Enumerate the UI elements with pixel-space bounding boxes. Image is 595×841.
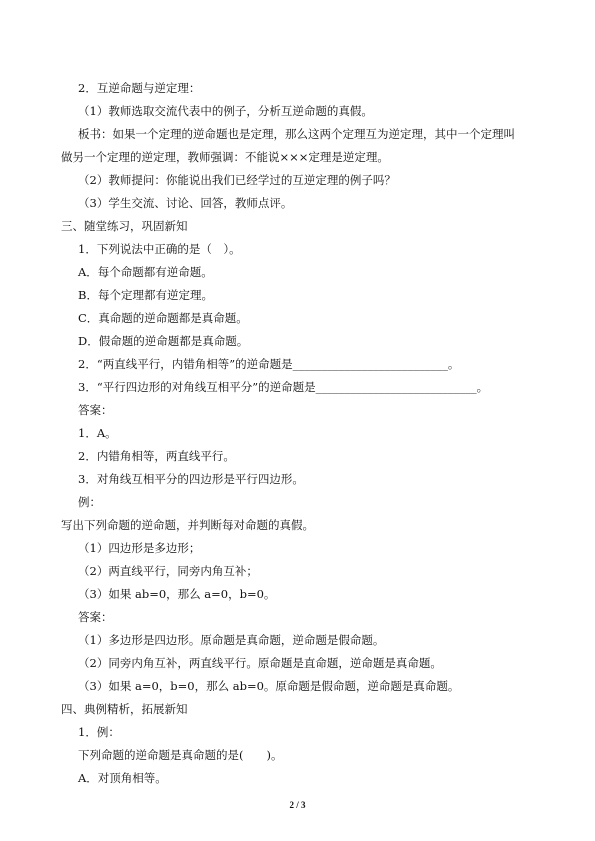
answer-line: 1．A。 (78, 426, 117, 440)
question-line: 1．下列说法中正确的是（ ）。 (78, 242, 241, 256)
text-line: （2）教师提问：你能说出我们已经学过的互逆定理的例子吗？ (78, 173, 396, 187)
answer-line: 3．对角线互相平分的四边形是平行四边形。 (78, 472, 304, 486)
text-line: 1．例： (78, 725, 120, 739)
text-line: （2）两直线平行，同旁内角互补； (78, 564, 258, 578)
text-line: 做另一个定理的逆定理，教师强调：不能说×××定理是逆定理。 (61, 150, 389, 164)
section-heading: 三、随堂练习，巩固新知 (61, 219, 188, 233)
option-line: C．真命题的逆命题都是真命题。 (78, 311, 248, 325)
example-heading: 例： (78, 495, 101, 509)
text-line: 板书：如果一个定理的逆命题也是定理，那么这两个定理互为逆定理，其中一个定理叫 (78, 127, 515, 141)
text-line: （3）如果 ab=0，那么 a=0，b=0。 (78, 587, 276, 601)
text-line: 写出下列命题的逆命题，并判断每对命题的真假。 (61, 518, 314, 532)
text-line: （1）教师选取交流代表中的例子，分析互逆命题的真假。 (78, 104, 373, 118)
answer-line: （1）多边形是四边形。原命题是真命题，逆命题是假命题。 (78, 633, 385, 647)
text-line: （3）学生交流、讨论、回答，教师点评。 (78, 196, 293, 210)
text-line: 下列命题的逆命题是真命题的是( )。 (78, 748, 283, 762)
option-line: A．对顶角相等。 (78, 771, 167, 785)
answer-line: 2．内错角相等，两直线平行。 (78, 449, 235, 463)
option-line: B．每个定理都有逆定理。 (78, 288, 213, 302)
page-number: 2 / 3 (289, 800, 306, 810)
option-line: D．假命题的逆命题都是真命题。 (78, 334, 249, 348)
text-line: 2．互逆命题与逆定理： (78, 81, 201, 95)
answer-heading: 答案： (78, 610, 113, 624)
answer-heading: 答案： (78, 403, 113, 417)
text-line: （1）四边形是多边形； (78, 541, 201, 555)
section-heading: 四、典例精析，拓展新知 (61, 702, 188, 716)
question-line: 2．“两直线平行，内错角相等”的逆命题是___________________________。 (78, 357, 460, 371)
answer-line: （2）同旁内角互补，两直线平行。原命题是直命题，逆命题是真命题。 (78, 656, 442, 670)
option-line: A．每个命题都有逆命题。 (78, 265, 213, 279)
question-line: 3．“平行四边形的对角线互相平分”的逆命题是____________________________。 (78, 380, 489, 394)
answer-line: （3）如果 a=0，b=0，那么 ab=0。原命题是假命题，逆命题是真命题。 (78, 679, 460, 693)
